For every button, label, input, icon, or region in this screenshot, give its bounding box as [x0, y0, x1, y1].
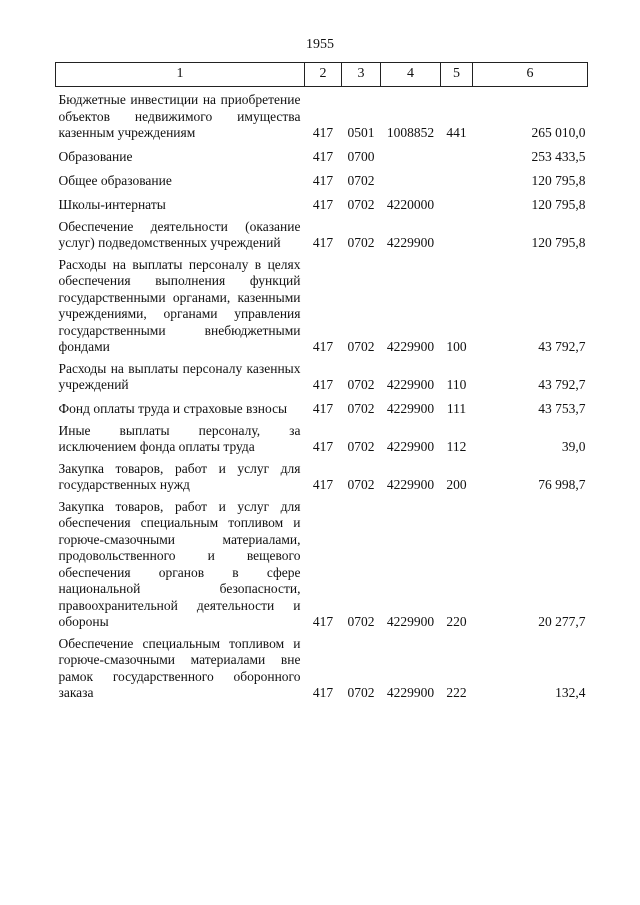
target-code: 4229900	[386, 685, 435, 700]
table-row	[56, 166, 588, 190]
ministry-code: 417	[312, 125, 334, 140]
row-name: Расходы на выплаты персоналу в целях обеспечения выполнения функций государственными органами, казенными учреждениями, органами управления государственными внебюджетными фондами	[58, 256, 301, 354]
row-name: Школы-интернаты	[58, 197, 166, 212]
header-cell: 6	[473, 63, 588, 87]
target-code: 4229900	[386, 439, 435, 454]
table-row	[56, 142, 588, 166]
expense-code	[441, 214, 473, 252]
row-name: Закупка товаров, работ и услуг для государственных нужд	[58, 460, 301, 492]
row-name: Обеспечение деятельности (оказание услуг) подведомственных учреждений	[58, 218, 301, 250]
row-name: Фонд оплаты труда и страховые взносы	[58, 401, 288, 416]
amount: 132,4	[555, 685, 586, 700]
expense-code	[441, 190, 473, 214]
ministry-code: 417	[312, 235, 334, 250]
ministry-code: 417	[312, 614, 334, 629]
page-number: 1955	[306, 37, 334, 52]
table-header-row	[56, 63, 588, 87]
section-code: 0702	[347, 173, 375, 188]
section-code: 0702	[347, 401, 375, 416]
header-cell: 5	[441, 63, 473, 87]
expense-code: 100	[446, 339, 467, 354]
target-code: 1008852	[386, 125, 435, 140]
table-row	[56, 394, 588, 418]
target-code: 4229900	[386, 614, 435, 629]
amount: 43 792,7	[538, 377, 586, 392]
row-name: Иные выплаты персоналу, за исключением фонда оплаты труда	[58, 422, 301, 454]
target-code: 4229900	[386, 235, 435, 250]
ministry-code: 417	[312, 477, 334, 492]
section-code: 0702	[347, 197, 375, 212]
amount: 76 998,7	[538, 477, 586, 492]
target-code: 4229900	[386, 339, 435, 354]
ministry-code: 417	[312, 401, 334, 416]
expense-code	[441, 166, 473, 190]
table-row	[56, 418, 588, 456]
expense-code: 441	[446, 125, 467, 140]
expense-code	[441, 142, 473, 166]
target-code: 4229900	[386, 377, 435, 392]
amount: 253 433,5	[531, 149, 586, 164]
header-cell: 1	[56, 63, 305, 87]
amount: 120 795,8	[531, 235, 586, 250]
section-code: 0702	[347, 685, 375, 700]
section-code: 0702	[347, 339, 375, 354]
ministry-code: 417	[312, 439, 334, 454]
amount: 265 010,0	[531, 125, 586, 140]
section-code: 0702	[347, 614, 375, 629]
table-row	[56, 87, 588, 142]
ministry-code: 417	[312, 685, 334, 700]
section-code: 0702	[347, 477, 375, 492]
table-row	[56, 252, 588, 356]
section-code: 0702	[347, 235, 375, 250]
header-cell: 4	[381, 63, 441, 87]
header-cell: 3	[342, 63, 381, 87]
expense-code: 220	[446, 614, 467, 629]
row-name: Обеспечение специальным топливом и горюче-смазочными материалами вне рамок государственного оборонного заказа	[58, 635, 301, 700]
expense-code: 111	[446, 401, 467, 416]
row-name: Образование	[58, 149, 133, 164]
section-code: 0702	[347, 439, 375, 454]
ministry-code: 417	[312, 339, 334, 354]
amount: 39,0	[561, 439, 586, 454]
target-code: 4220000	[386, 197, 435, 212]
expense-code: 200	[446, 477, 467, 492]
ministry-code: 417	[312, 173, 334, 188]
row-name: Бюджетные инвестиции на приобретение объектов недвижимого имущества казенным учреждениям	[58, 92, 301, 140]
table-row	[56, 356, 588, 394]
section-code: 0501	[347, 125, 375, 140]
amount: 43 792,7	[538, 339, 586, 354]
target-code	[381, 142, 441, 166]
ministry-code: 417	[312, 149, 334, 164]
ministry-code: 417	[312, 377, 334, 392]
expense-code: 112	[446, 439, 467, 454]
table-row	[56, 631, 588, 702]
table-row	[56, 494, 588, 631]
amount: 20 277,7	[538, 614, 586, 629]
budget-table	[55, 62, 588, 702]
row-name: Закупка товаров, работ и услуг для обеспечения специальным топливом и горюче-смазочными материалами, продовольственного и вещевого обеспечения органов в сфере национальной безопасности, правоохранительной деятельности и обороны	[58, 498, 301, 629]
amount: 120 795,8	[531, 173, 586, 188]
expense-code: 222	[446, 685, 467, 700]
expense-code: 110	[446, 377, 467, 392]
row-name: Общее образование	[58, 173, 172, 188]
target-code: 4229900	[386, 477, 435, 492]
ministry-code: 417	[312, 197, 334, 212]
target-code	[381, 166, 441, 190]
target-code: 4229900	[386, 401, 435, 416]
section-code: 0702	[347, 377, 375, 392]
section-code: 0700	[347, 149, 375, 164]
table-row	[56, 214, 588, 252]
amount: 43 753,7	[538, 401, 586, 416]
row-name: Расходы на выплаты персоналу казенных учреждений	[58, 360, 301, 392]
table-row	[56, 190, 588, 214]
header-cell: 2	[305, 63, 342, 87]
amount: 120 795,8	[531, 197, 586, 212]
table-row	[56, 456, 588, 494]
